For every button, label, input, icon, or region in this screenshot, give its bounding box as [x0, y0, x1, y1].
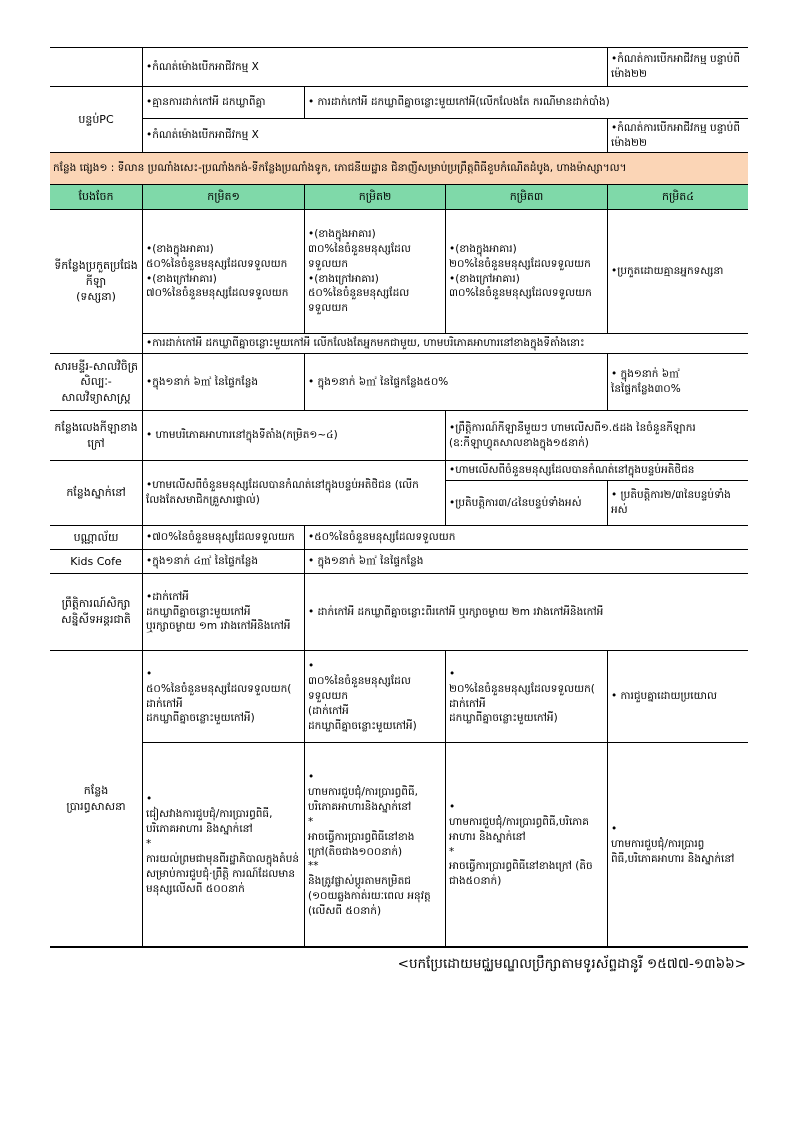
lodging-label: កន្លែងស្នាក់នៅ: [50, 461, 143, 526]
religious-rules-level2: • ហាមការជួបជុំ/ការប្រារព្ធពិធី, បរិភោគអាហារនិងស្នាក់នៅ * អាចធ្វើការប្រារព្ធពិធីនៅខាងក្រៅ(តិចជាង១០០នាក់) ** និងត្រូវផ្លាស់ប្តូរតាមកម្រិតជ (១០យឆ្លងកាត់រយៈពេល អនុវត្ត (លើសពី ៥០នាក់): [305, 743, 446, 946]
library-level2-4: •៥០%នៃចំនួនមនុស្សដែលទទួលយក: [305, 526, 748, 550]
religious-capacity-level2: • ៣០%នៃចំនួនមនុស្សដែលទទួលយក (ដាក់កៅអី ដកឃ្លាពីគ្នាចន្លោះមួយកៅអី): [305, 651, 446, 743]
pc-room-seating-level2-4: • ការដាក់កៅអី ដកឃ្លាពីគ្នាចន្លោះមួយកៅអី(លើកលែងតែ ករណីមានដាក់បាំង): [305, 87, 748, 119]
sports-venue-level3: •(ខាងក្នុងអាគារ) ២០%នៃចំនួនមនុស្សដែលទទួលយក •(ខាងក្រៅអាគារ) ៣០%នៃចំនួនមនុស្សដែលទទួលយក: [446, 210, 608, 334]
sports-venue-level4: •ប្រកួតដោយគ្មានអ្នកទស្សនា: [608, 210, 748, 334]
academic-event-level2-4: • ដាក់កៅអី ដកឃ្លាពីគ្នាចន្លោះពីរកៅអី ឬរក្សាចម្ងាយ ២m រវាងកៅអីនិងកៅអី: [305, 574, 748, 651]
header-level4: កម្រិត៤: [608, 185, 748, 210]
religious-rules-level1: • ជៀសវាងការជួបជុំ/ការប្រារព្ធពិធី, បរិភោគអាហារ និងស្នាក់នៅ * ការយល់ព្រមជាមុនពីរដ្ឋាភិបាលក្នុងតំបន់ សម្រាប់ការជួបជុំ·ព្រឹត្តិ ការណ៍ដែលមានមនុស្សលើសពី ៥០០នាក់: [143, 743, 305, 946]
outdoor-sports-label: កន្លែងលេងកីឡាខាងក្រៅ: [50, 411, 143, 461]
translation-credit: <បកប្រែដោយមជ្ឈមណ្ឌលប្រឹក្សាតាមទូរស័ព្ទដានូរី ១៥៧៧-១៣៦៦>: [397, 956, 746, 972]
sports-venue-label: ទីកន្លែងប្រកួតប្រជែងកីឡា (ទស្សនា): [50, 210, 143, 354]
other-facilities-banner: កន្លែង ផ្សេង១ : ទីលាន ប្រណាំងសេះ-ប្រណាំងកង់-ទីកន្លែងប្រណាំងទូក, ភោជនីយដ្ឋាន ជិនាញីសម្រាប់ប្រព្រឹត្តពិធីខួបកំណើតដំបូង, ហាងម៉ាស្សា។ល។: [50, 153, 748, 185]
pc-room-hours: •កំណត់ម៉ោងបើកអាជីវកម្ម X: [143, 119, 608, 153]
header-level2: កម្រិត២: [305, 185, 446, 210]
lodging-level3-4: •ហាមលើសពីចំនួនមនុស្សដែលបានកំណត់នៅក្នុងបន្ទប់អតិថិជន: [446, 461, 748, 481]
museum-level2-3: • ក្នុង១នាក់ ៦㎡ នៃផ្ទៃកន្លែង៥០%: [305, 354, 608, 411]
museum-level4: • ក្នុង១នាក់ ៦㎡ នៃផ្ទៃកន្លែង៣០%: [608, 354, 748, 411]
pc-room-seating-level1: •គ្មានការដាក់កៅអី ដកឃ្លាពីគ្នា: [143, 87, 305, 119]
religious-capacity-level1: • ៥០%នៃចំនួនមនុស្សដែលទទួលយក( ដាក់កៅអី ដកឃ្លាពីគ្នាចន្លោះមួយកៅអី): [143, 651, 305, 743]
kids-cafe-level1: •ក្នុង១នាក់ ៤㎡ នៃផ្ទៃកន្លែង: [143, 550, 305, 574]
academic-event-level1: •ដាក់កៅអី ដកឃ្លាពីគ្នាចន្លោះមួយកៅអី ឬរក្សាចម្ងាយ ១m រវាងកៅអីនិងកៅអី: [143, 574, 305, 651]
museum-level1: •ក្នុង១នាក់ ៦㎡ នៃផ្ទៃកន្លែង: [143, 354, 305, 411]
pc-room-label: បន្ទប់PC: [50, 87, 143, 153]
library-level1: •៧០%នៃចំនួនមនុស្សដែលទទួលយក: [143, 526, 305, 550]
continued-hours-cell: •កំណត់ម៉ោងបើកអាជីវកម្ម X: [143, 48, 608, 87]
lodging-level4: • ប្រតិបត្តិការ២/៣នៃបន្ទប់ទាំងអស់: [608, 481, 748, 526]
pc-room-hours-level4: •កំណត់ការបើកអាជីវកម្ម បន្ទាប់ពីម៉ោង២២: [608, 119, 748, 153]
header-category: បែងចែក: [50, 185, 143, 210]
continued-label-cell: [50, 48, 143, 87]
header-level1: កម្រិត១: [143, 185, 305, 210]
sports-venue-note: •ការដាក់កៅអី ដកឃ្លាពីគ្នាចន្លោះមួយកៅអី លើកលែងតែអ្នកមកជាមួយ, ហាមបរិភោគអាហារនៅខាងក្នុងទីតាំងនោះ: [143, 334, 748, 354]
academic-event-label: ព្រឹត្តិការណ៍សិក្សា សន្និសីទអន្តរជាតិ: [50, 574, 143, 651]
outdoor-sports-level3-4: •ព្រឹត្តិការណ៍កីឡានីមួយៗ ហាមលើសពី១.៥ដង នៃចំនួនកីឡាករ (ឧ:កីឡាហ្វុតសាលខាងក្នុង១៥នាក់): [446, 411, 748, 461]
kids-cafe-label: Kids Cofe: [50, 550, 143, 574]
religious-rules-level3: • ហាមការជួបជុំ/ការប្រារព្ធពិធី,បរិភោគ អាហារ និងស្នាក់នៅ * អាចធ្វើការប្រារព្ធពិធីនៅខាងក្រៅ (តិចជាង៥០នាក់): [446, 743, 608, 946]
lodging-level1-2: •ហាមលើសពីចំនួនមនុស្សដែលបានកំណត់នៅក្នុងបន្ទប់អតិថិជន (លើកលែងតែសមាជិកគ្រួសារផ្ទាល់): [143, 461, 446, 526]
library-label: បណ្ណាល័យ: [50, 526, 143, 550]
religious-rules-level4: • ហាមការជួបជុំ/ការប្រារព្ធពិធី,បរិភោគអាហារ និងស្នាក់នៅ: [611, 823, 735, 865]
lodging-level3: •ប្រតិបត្តិការ៣/៤នៃបន្ទប់ទាំងអស់: [446, 481, 608, 526]
sports-venue-level2: •(ខាងក្នុងអាគារ) ៣០%នៃចំនួនមនុស្សដែលទទួលយក •(ខាងក្រៅអាគារ) ៥០%នៃចំនួនមនុស្សដែលទទួលយក: [305, 210, 446, 334]
continued-level4-cell: •កំណត់ការបើកអាជីវកម្ម បន្ទាប់ពីម៉ោង២២: [608, 48, 748, 87]
sports-venue-level1: •(ខាងក្នុងអាគារ) ៥០%នៃចំនួនមនុស្សដែលទទួលយក •(ខាងក្រៅអាគារ) ៧០%នៃចំនួនមនុស្សដែលទទួលយក: [143, 210, 305, 334]
religious-capacity-level4: • ការជួបគ្នាដោយប្រយោល: [608, 651, 748, 743]
outdoor-sports-level1-2: • ហាមបរិភោគអាហារនៅក្នុងទីតាំង(កម្រិត១~៤): [143, 411, 446, 461]
header-level3: កម្រិត៣: [446, 185, 608, 210]
kids-cafe-level2-4: • ក្នុង១នាក់ ៦㎡ នៃផ្ទៃកន្លែង: [305, 550, 748, 574]
religious-label: កន្លែង ប្រារព្ធសាសនា: [50, 651, 143, 946]
restriction-table: [50, 47, 748, 948]
religious-capacity-level3: • ២០%នៃចំនួនមនុស្សដែលទទួលយក( ដាក់កៅអី ដកឃ្លាពីគ្នាចន្លោះមួយកៅអី): [446, 651, 608, 743]
museum-label: សារមន្ទីរ-សាលវិចិត្រសិល្បៈ-សាលវិទ្យាសាស្ត្រ: [50, 354, 143, 411]
